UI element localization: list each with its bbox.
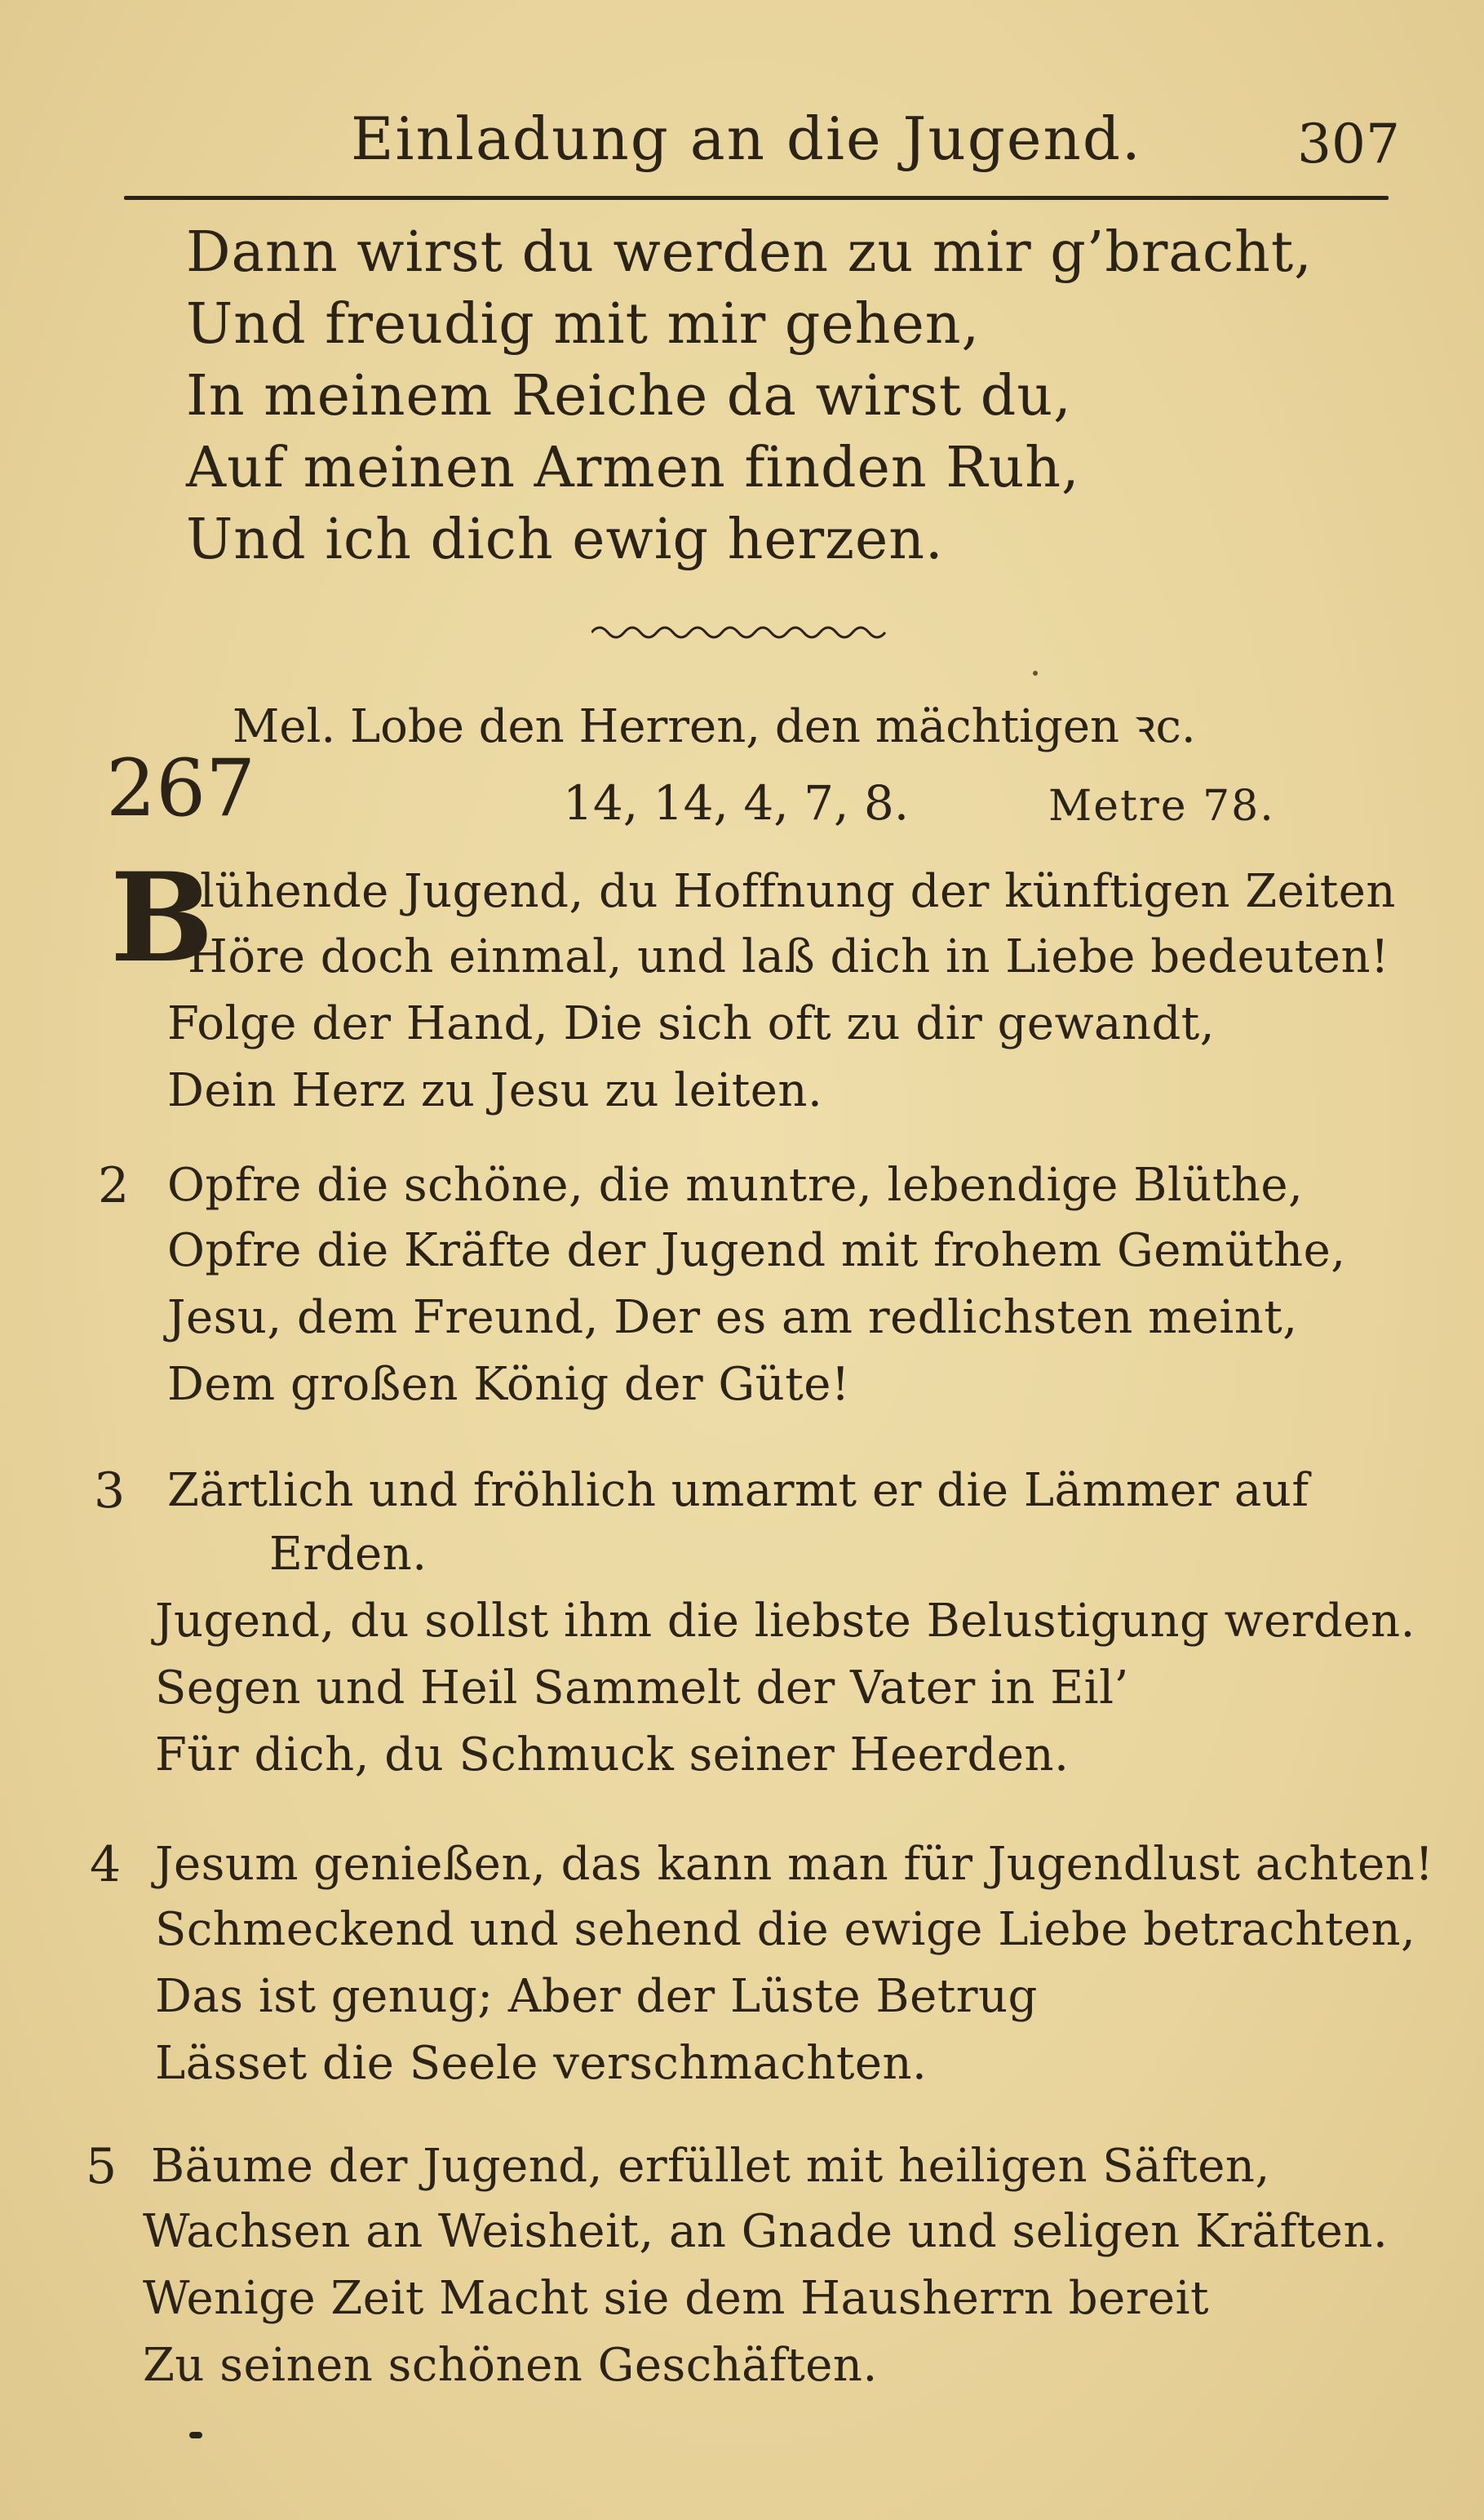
- melody-reference: Mel. Lobe den Herren, den mächtigen ꝛc.: [233, 700, 1196, 753]
- prev-stanza-line: Auf meinen Armen finden Ruh,: [186, 436, 1080, 500]
- stanza-number: 4: [90, 1836, 122, 1893]
- ink-speck: [1033, 671, 1038, 676]
- metre-reference: Metre 78.: [1048, 782, 1275, 831]
- stanza-line: Schmeckend und sehend die ewige Liebe betrachten,: [155, 1903, 1416, 1956]
- hymn-number: 267: [106, 743, 256, 834]
- page-number: 307: [1297, 113, 1400, 175]
- stanza-line: Dem großen König der Güte!: [167, 1358, 850, 1411]
- stanza-line: Lässet die Seele verschmachten.: [155, 2037, 928, 2090]
- header-rule: [124, 196, 1389, 200]
- hymn-meter: 14, 14, 4, 7, 8.: [563, 775, 910, 831]
- stanza-number: 2: [98, 1157, 130, 1214]
- drop-cap: B: [110, 846, 214, 990]
- prev-stanza-line: In meinem Reiche da wirst du,: [186, 364, 1072, 428]
- running-header-title: Einladung an die Jugend.: [351, 104, 1142, 173]
- stanza-line: Für dich, du Schmuck seiner Heerden.: [155, 1728, 1070, 1781]
- stanza-number: 3: [94, 1462, 126, 1520]
- stanza-line: Zärtlich und fröhlich umarmt er die Lämmer auf: [167, 1464, 1309, 1517]
- stanza-line: Höre doch einmal, und laß dich in Liebe bedeuten!: [188, 930, 1390, 983]
- stanza-line: Wachsen an Weisheit, an Gnade und seligen Kräften.: [143, 2205, 1389, 2258]
- stanza-line: Folge der Hand, Die sich oft zu dir gewandt,: [167, 997, 1216, 1050]
- stanza-line: Bäume der Jugend, erfüllet mit heiligen Säften,: [151, 2140, 1270, 2193]
- stanza-line: Jugend, du sollst ihm die liebste Belustigung werden.: [155, 1595, 1415, 1648]
- stanza-line: Wenige Zeit Macht sie dem Hausherrn bereit: [143, 2272, 1210, 2325]
- stanza-line: Jesu, dem Freund, Der es am redlichsten meint,: [167, 1291, 1298, 1344]
- stanza-line: Opfre die Kräfte der Jugend mit frohem Gemüthe,: [167, 1224, 1346, 1277]
- ornament-divider: [591, 620, 893, 645]
- stanza-line: Zu seinen schönen Geschäften.: [143, 2339, 878, 2392]
- prev-stanza-line: Und ich dich ewig herzen.: [186, 508, 944, 572]
- stanza-line: Dein Herz zu Jesu zu leiten.: [167, 1064, 823, 1117]
- stanza-line: Erden.: [269, 1528, 427, 1581]
- stanza-line: lühende Jugend, du Hoffnung der künftigen Zeiten: [200, 865, 1396, 918]
- ink-speck: [189, 2432, 202, 2438]
- prev-stanza-line: Und freudig mit mir gehen,: [186, 292, 981, 357]
- stanza-line: Jesum genießen, das kann man für Jugendlust achten!: [155, 1838, 1434, 1891]
- stanza-number: 5: [86, 2138, 117, 2195]
- stanza-line: Opfre die schöne, die muntre, lebendige Blüthe,: [167, 1159, 1304, 1212]
- stanza-line: Segen und Heil Sammelt der Vater in Eil’: [155, 1662, 1129, 1715]
- stanza-line: Das ist genug; Aber der Lüste Betrug: [155, 1970, 1038, 2023]
- prev-stanza-line: Dann wirst du werden zu mir g’bracht,: [186, 220, 1313, 285]
